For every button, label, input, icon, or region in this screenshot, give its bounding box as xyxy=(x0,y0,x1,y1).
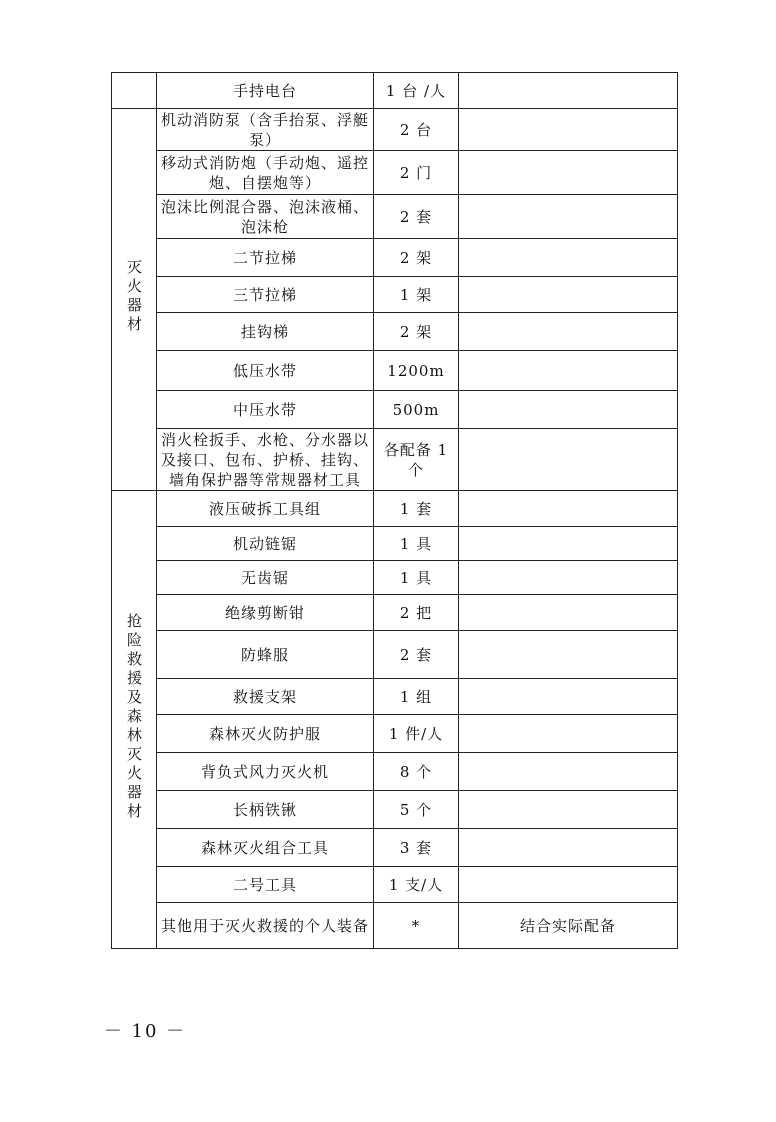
table-row xyxy=(112,351,678,391)
item-name-cell: 防蜂服 xyxy=(157,631,374,679)
item-name-cell: 低压水带 xyxy=(157,351,374,391)
category-label: 抢险救援及森林灭火器材 xyxy=(125,612,143,822)
table-row xyxy=(112,313,678,351)
table-row xyxy=(112,277,678,313)
category-cell-rescue-equipment xyxy=(112,491,157,949)
note-cell xyxy=(459,595,678,631)
item-name-cell: 森林灭火防护服 xyxy=(157,715,374,753)
item-name-cell: 机动消防泵（含手抬泵、浮艇泵） xyxy=(157,109,374,151)
note-cell xyxy=(459,561,678,595)
quantity-cell: 各配备 1 个 xyxy=(374,429,459,491)
note-cell xyxy=(459,277,678,313)
note-cell xyxy=(459,429,678,491)
category-cell-top xyxy=(112,73,157,109)
table-row xyxy=(112,791,678,829)
quantity-cell: 5 个 xyxy=(374,791,459,829)
page-number: － 10 － xyxy=(103,1021,187,1042)
table-row xyxy=(112,429,678,491)
note-cell xyxy=(459,867,678,903)
table-row xyxy=(112,753,678,791)
table-row xyxy=(112,829,678,867)
item-name-cell: 泡沫比例混合器、泡沫液桶、泡沫枪 xyxy=(157,195,374,239)
quantity-cell: * xyxy=(374,903,459,949)
quantity-cell: 1 具 xyxy=(374,561,459,595)
table-row xyxy=(112,715,678,753)
note-cell xyxy=(459,151,678,195)
item-name-cell: 挂钩梯 xyxy=(157,313,374,351)
quantity-cell: 1 支/人 xyxy=(374,867,459,903)
item-name-cell: 无齿锯 xyxy=(157,561,374,595)
category-cell-fire-equipment xyxy=(112,109,157,491)
note-cell xyxy=(459,829,678,867)
table-row xyxy=(112,527,678,561)
note-cell: 结合实际配备 xyxy=(459,903,678,949)
quantity-cell: 2 架 xyxy=(374,239,459,277)
quantity-cell: 1 具 xyxy=(374,527,459,561)
quantity-cell: 2 套 xyxy=(374,195,459,239)
quantity-cell: 1 套 xyxy=(374,491,459,527)
quantity-cell: 1 组 xyxy=(374,679,459,715)
note-cell xyxy=(459,679,678,715)
quantity-cell: 1200m xyxy=(374,351,459,391)
note-cell xyxy=(459,73,678,109)
table-row xyxy=(112,109,678,151)
item-name-cell: 移动式消防炮（手动炮、遥控炮、自摆炮等） xyxy=(157,151,374,195)
quantity-cell: 3 套 xyxy=(374,829,459,867)
table-row xyxy=(112,679,678,715)
quantity-cell: 1 件/人 xyxy=(374,715,459,753)
item-name-cell: 长柄铁锹 xyxy=(157,791,374,829)
table-row xyxy=(112,195,678,239)
quantity-cell: 8 个 xyxy=(374,753,459,791)
item-name-cell: 手持电台 xyxy=(157,73,374,109)
item-name-cell: 液压破拆工具组 xyxy=(157,491,374,527)
item-name-cell: 二节拉梯 xyxy=(157,239,374,277)
item-name-cell: 三节拉梯 xyxy=(157,277,374,313)
item-name-cell: 消火栓扳手、水枪、分水器以及接口、包布、护桥、挂钩、墙角保护器等常规器材工具 xyxy=(157,429,374,491)
item-name-cell: 森林灭火组合工具 xyxy=(157,829,374,867)
table-row xyxy=(112,73,678,109)
note-cell xyxy=(459,631,678,679)
note-cell xyxy=(459,351,678,391)
note-cell xyxy=(459,313,678,351)
quantity-cell: 2 门 xyxy=(374,151,459,195)
quantity-cell: 500m xyxy=(374,391,459,429)
note-cell xyxy=(459,195,678,239)
table-row xyxy=(112,391,678,429)
table-row xyxy=(112,561,678,595)
note-cell xyxy=(459,491,678,527)
table-row xyxy=(112,491,678,527)
quantity-cell: 2 台 xyxy=(374,109,459,151)
table-row xyxy=(112,239,678,277)
item-name-cell: 绝缘剪断钳 xyxy=(157,595,374,631)
table-row xyxy=(112,595,678,631)
category-label: 灭火器材 xyxy=(125,259,143,335)
quantity-cell: 2 架 xyxy=(374,313,459,351)
quantity-cell: 1 架 xyxy=(374,277,459,313)
note-cell xyxy=(459,791,678,829)
table-row xyxy=(112,903,678,949)
item-name-cell: 救援支架 xyxy=(157,679,374,715)
quantity-cell: 2 套 xyxy=(374,631,459,679)
note-cell xyxy=(459,391,678,429)
quantity-cell: 2 把 xyxy=(374,595,459,631)
item-name-cell: 机动链锯 xyxy=(157,527,374,561)
quantity-cell: 1 台 /人 xyxy=(374,73,459,109)
note-cell xyxy=(459,109,678,151)
table-row xyxy=(112,151,678,195)
table-row xyxy=(112,867,678,903)
table-row xyxy=(112,631,678,679)
item-name-cell: 背负式风力灭火机 xyxy=(157,753,374,791)
note-cell xyxy=(459,715,678,753)
note-cell xyxy=(459,527,678,561)
equipment-table xyxy=(111,72,678,949)
item-name-cell: 中压水带 xyxy=(157,391,374,429)
note-cell xyxy=(459,239,678,277)
item-name-cell: 其他用于灭火救援的个人装备 xyxy=(157,903,374,949)
note-cell xyxy=(459,753,678,791)
item-name-cell: 二号工具 xyxy=(157,867,374,903)
